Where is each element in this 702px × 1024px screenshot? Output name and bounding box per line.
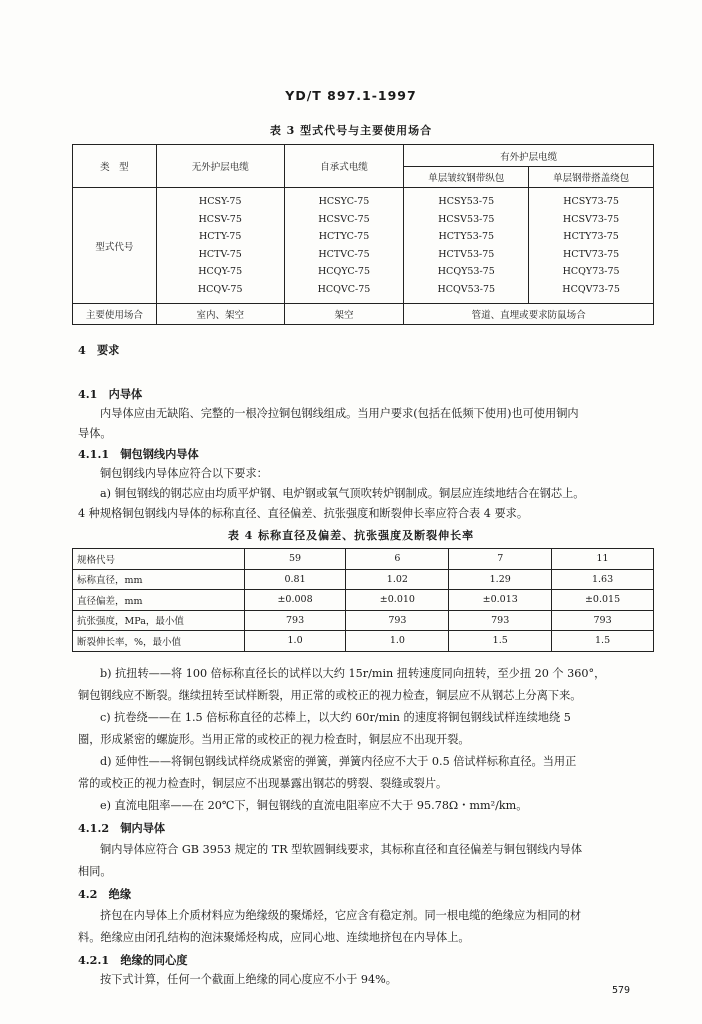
model-code: HCTY73-75 — [563, 231, 619, 242]
model-code: HCTVC-75 — [318, 248, 370, 260]
row-model-label: 型式代号 — [73, 188, 157, 304]
model-code: HCQY53-75 — [437, 266, 495, 277]
paragraph: e) 直流电阻率——在 20℃下，铜包钢线的直流电阻率应不大于 95.78Ω・mm²/km。 — [100, 799, 528, 812]
model-code: HCTYC-75 — [318, 231, 370, 242]
paragraph: 铜内导体应符合 GB 3953 规定的 TR 型软圆铜线要求，其标称直径和直径偏差与铜包钢线内导体 — [100, 843, 583, 856]
row-usage-label: 主要使用场合 — [73, 304, 157, 325]
table-row: 抗张强度，MPa，最小值 793 793 793 793 — [73, 610, 654, 631]
model-code: HCSV73-75 — [562, 213, 620, 225]
model-code: HCQVC-75 — [317, 283, 371, 295]
model-code: HCTV53-75 — [438, 248, 495, 260]
model-code: HCSV-75 — [198, 213, 242, 225]
model-code: HCQV73-75 — [562, 283, 620, 295]
model-code: HCSYC-75 — [318, 196, 370, 207]
header-with-sheath: 有外护层电缆 — [404, 145, 654, 167]
paragraph: 内导体应由无缺陷、完整的一根冷拉铜包钢线组成。当用户要求(包括在低频下使用)也可使用铜内 — [100, 407, 579, 420]
header-self-support: 自承式电缆 — [284, 145, 404, 188]
list-single-wind — [529, 188, 654, 304]
paragraph: 相同。 — [78, 865, 112, 878]
model-code: HCSY73-75 — [563, 196, 619, 207]
table-row: 标称直径，mm 0.81 1.02 1.29 1.63 — [73, 569, 654, 590]
model-code: HCTY-75 — [198, 231, 242, 242]
model-code: HCTV73-75 — [563, 248, 620, 260]
model-code: HCQY73-75 — [562, 266, 620, 277]
list-no-sheath — [156, 188, 284, 304]
model-code: HCTY53-75 — [438, 231, 495, 242]
usage-no-sheath: 室内、架空 — [156, 304, 284, 325]
header-single-wind: 单层钢带搭盖绕包 — [529, 167, 654, 188]
table-model-codes — [72, 144, 654, 325]
model-code: HCSY53-75 — [438, 196, 495, 207]
model-code: HCTV-75 — [198, 248, 242, 260]
table3-caption: 表 3 型式代号与主要使用场合 — [269, 124, 433, 137]
usage-with-sheath: 管道、直埋或要求防鼠场合 — [404, 304, 654, 325]
model-code: HCQV53-75 — [437, 283, 496, 295]
model-code: HCQV-75 — [197, 283, 243, 295]
model-code: HCSY-75 — [198, 196, 242, 207]
table-conductor-specs — [72, 548, 654, 652]
paragraph: 导体。 — [78, 427, 112, 440]
header-type: 类 型 — [73, 145, 157, 188]
paragraph: 按下式计算，任何一个截面上绝缘的同心度应不小于 94%。 — [100, 973, 397, 986]
model-code: HCQYC-75 — [317, 266, 370, 277]
header-single-wrap: 单层皱纹钢带纵包 — [404, 167, 529, 188]
table-row: 断裂伸长率，%，最小值 1.0 1.0 1.5 1.5 — [73, 631, 654, 652]
usage-self-support: 架空 — [284, 304, 404, 325]
paragraph: d) 延伸性——将铜包钢线试样绕成紧密的弹簧，弹簧内径应不大于 0.5 倍试样标称直径。当用正 — [100, 755, 577, 768]
list-single-wrap — [404, 188, 529, 304]
paragraph: b) 抗扭转——将 100 倍标称直径长的试样以大约 15r/min 扭转速度同向扭转，至少扭 20 个 360°， — [100, 667, 606, 680]
header-no-sheath: 无外护层电缆 — [156, 145, 284, 188]
section-4-heading: 4 要求 — [78, 343, 120, 357]
page-number: 579 — [612, 985, 631, 996]
paragraph: 4 种规格铜包钢线内导体的标称直径、直径偏差、抗张强度和断裂伸长率应符合表 4 要求。 — [78, 507, 529, 520]
section-4-2-heading: 4.2 绝缘 — [78, 887, 132, 901]
table4-caption: 表 4 标称直径及偏差、抗张强度及断裂伸长率 — [227, 529, 475, 542]
table-row: 规格代号 59 6 7 11 — [73, 549, 654, 570]
paragraph: 圈，形成紧密的螺旋形。当用正常的或校正的视力检查时，铜层应不出现开裂。 — [78, 733, 470, 746]
paragraph: 铜包钢线应不断裂。继续扭转至试样断裂，用正常的或校正的视力检查，铜层应不从钢芯上分离下来。 — [78, 689, 582, 702]
paragraph: 挤包在内导体上介质材料应为绝缘级的聚烯烃，它应含有稳定剂。同一根电缆的绝缘应为相同的材 — [100, 909, 582, 922]
model-code: HCQY-75 — [198, 266, 243, 277]
model-code: HCSV53-75 — [438, 213, 495, 225]
paragraph: 料。绝缘应由闭孔结构的泡沫聚烯烃构成，应同心地、连续地挤包在内导体上。 — [78, 931, 470, 944]
section-4-2-1-heading: 4.2.1 绝缘的同心度 — [78, 953, 188, 967]
section-4-1-2-heading: 4.1.2 铜内导体 — [78, 821, 166, 835]
standard-header: YD/T 897.1-1997 — [285, 88, 417, 103]
section-4-1-heading: 4.1 内导体 — [78, 387, 143, 401]
paragraph: 铜包钢线内导体应符合以下要求： — [100, 467, 268, 480]
paragraph: c) 抗卷绕——在 1.5 倍标称直径的芯棒上，以大约 60r/min 的速度将铜包钢线试样连续地绕 5 — [100, 711, 571, 724]
list-self-support — [284, 188, 404, 304]
paragraph: a) 铜包钢线的钢芯应由均质平炉钢、电炉钢或氧气顶吹转炉钢制成。铜层应连续地结合在钢芯上。 — [100, 487, 585, 500]
paragraph: 常的或校正的视力检查时，铜层应不出现暴露出钢芯的劈裂、裂缝或裂片。 — [78, 777, 448, 790]
section-4-1-1-heading: 4.1.1 铜包钢线内导体 — [78, 447, 199, 461]
table-row: 直径偏差，mm ±0.008 ±0.010 ±0.013 ±0.015 — [73, 590, 654, 611]
model-code: HCSVC-75 — [318, 213, 370, 225]
